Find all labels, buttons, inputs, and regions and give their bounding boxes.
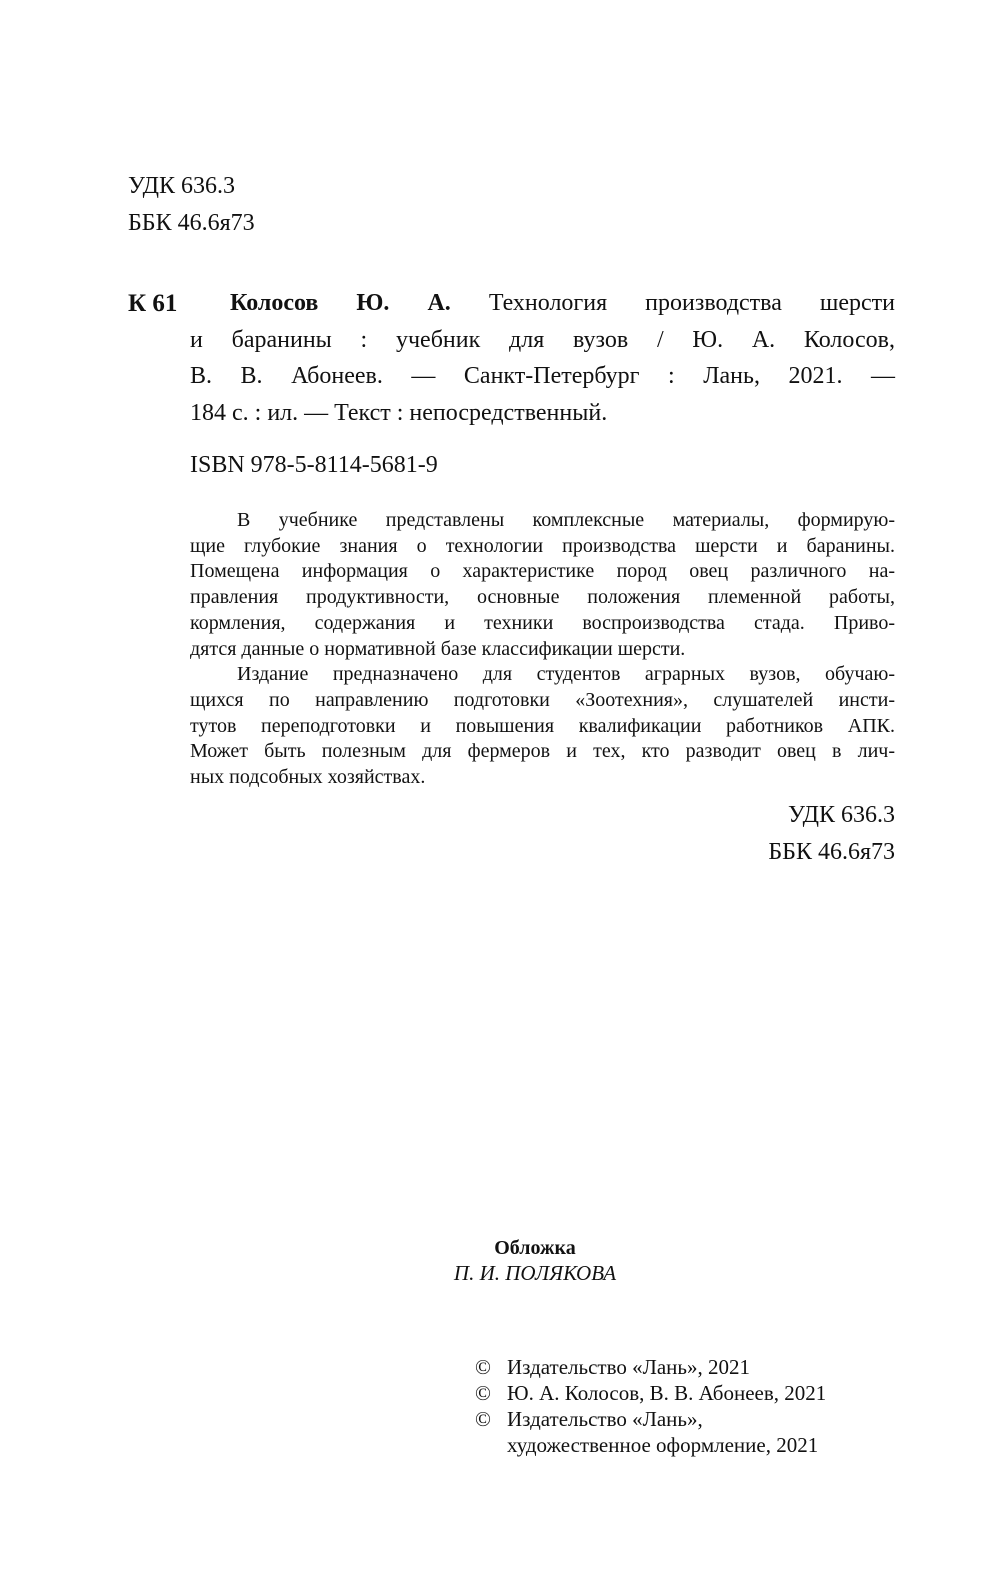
annotation-line: щие глубокие знания о технологии производства шерсти и баранины. — [190, 534, 895, 557]
bib-line-4: 184 с. : ил. — Текст : непосредственный. — [190, 399, 608, 426]
copyright-continuation: художественное оформление, 2021 — [507, 1433, 819, 1457]
annotation — [190, 508, 895, 791]
copyright-symbol: © — [475, 1407, 491, 1431]
annotation-line: дятся данные о нормативной базе классификации шерсти. — [190, 637, 686, 660]
annotation-line: Может быть полезным для фермеров и тех, кто разводит овец в лич- — [190, 740, 895, 763]
bib-line-3: В. В. Абонеев. — Санкт-Петербург : Лань, 2021. — — [190, 363, 895, 389]
bib-line-2: и баранины : учебник для вузов / Ю. А. Колосов, — [190, 326, 895, 353]
classification-codes-top — [128, 168, 255, 242]
annotation-line: Издание предназначено для студентов аграрных вузов, обучаю- — [237, 663, 895, 686]
cover-credit — [420, 1236, 650, 1286]
bibliographic-record — [190, 285, 895, 431]
title-start: Технология производства шерсти — [450, 290, 895, 316]
classification-codes-bottom — [768, 797, 895, 871]
copyright-text: Издательство «Лань», — [507, 1407, 703, 1431]
copyright-line — [475, 1354, 826, 1380]
annotation-line: В учебнике представлены комплексные материалы, формирую- — [237, 509, 895, 531]
author-name: Колосов Ю. А. — [230, 290, 451, 316]
annotation-line: тутов переподготовки и повышения квалификации работников АПК. — [190, 714, 895, 737]
isbn: ISBN 978-5-8114-5681-9 — [190, 452, 438, 478]
udk-code: УДК 636.3 — [128, 173, 235, 199]
bbk-code: ББК 46.6я73 — [128, 210, 255, 236]
udk-code: УДК 636.3 — [788, 802, 895, 828]
copyright-symbol: © — [475, 1355, 491, 1379]
annotation-line: ных подсобных хозяйствах. — [190, 766, 426, 789]
copyright-line — [475, 1406, 826, 1432]
copyright-text: Издательство «Лань», 2021 — [507, 1355, 750, 1379]
annotation-line: правления продуктивности, основные положения племенной работы, — [190, 586, 895, 609]
copyright-symbol: © — [475, 1381, 491, 1405]
annotation-line: Помещена информация о характеристике пород овец различного на- — [190, 560, 895, 583]
annotation-line: щихся по направлению подготовки «Зоотехния», слушателей инсти- — [190, 688, 895, 711]
cover-designer: П. И. ПОЛЯКОВА — [453, 1261, 617, 1285]
bbk-code: ББК 46.6я73 — [768, 839, 895, 865]
bib-line-1 — [190, 285, 895, 322]
copyright-line — [475, 1380, 826, 1406]
annotation-line: кормления, содержания и техники воспроизводства стада. Приво- — [190, 611, 895, 634]
copyright-block — [475, 1354, 826, 1458]
cover-label: Обложка — [494, 1237, 576, 1259]
copyright-text: Ю. А. Колосов, В. В. Абонеев, 2021 — [507, 1381, 827, 1405]
author-mark: К 61 — [128, 290, 178, 317]
